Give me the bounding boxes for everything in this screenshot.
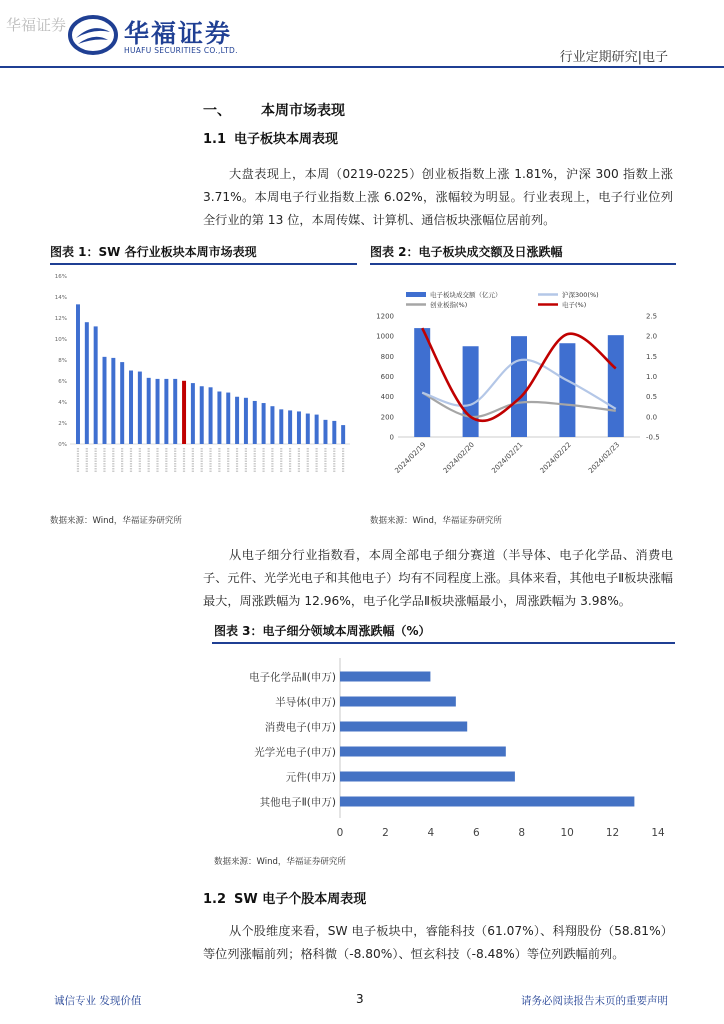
x-tick-label: 2024/02/21 bbox=[490, 440, 525, 475]
left-y-tick-label: 600 bbox=[380, 373, 394, 381]
subsection-heading-1-2 bbox=[203, 888, 366, 907]
bar bbox=[332, 421, 336, 444]
huafu-logo-icon bbox=[68, 14, 118, 56]
bar bbox=[323, 420, 327, 444]
subsection-number: 1.1 bbox=[203, 132, 227, 147]
y-tick-label: 14% bbox=[54, 295, 67, 301]
x-tick-label: 2 bbox=[382, 827, 389, 839]
figure-2-rule bbox=[370, 263, 676, 265]
bar bbox=[164, 379, 168, 444]
x-tick-label: 14 bbox=[651, 827, 665, 839]
right-y-tick-label: 0.0 bbox=[646, 413, 658, 422]
bar bbox=[103, 357, 107, 444]
paragraph-market-text: 大盘表现上，本周（0219-0225）创业板指数上涨 1.81%，沪深 300 指数上涨 3.71%。本周电子行业指数上涨 6.02%，涨幅较为明显。行业表现上，电子行业位列全行业的第 13 位，本周传媒、计算机、通信板块涨幅位居前列。 bbox=[203, 167, 673, 227]
bar bbox=[297, 411, 301, 444]
page-number: 3 bbox=[356, 992, 364, 1006]
right-y-tick-label: 0.5 bbox=[646, 393, 658, 402]
bar bbox=[279, 409, 283, 444]
bar bbox=[226, 393, 230, 444]
section-number: 一、 bbox=[203, 103, 231, 119]
bar bbox=[120, 362, 124, 444]
right-y-tick-label: 1.0 bbox=[646, 373, 658, 381]
left-y-tick-label: 1200 bbox=[376, 312, 394, 321]
x-tick-label: 2024/02/19 bbox=[393, 440, 428, 475]
x-tick-label: 10 bbox=[560, 827, 574, 839]
y-tick-label: 0% bbox=[58, 442, 67, 448]
bar bbox=[147, 378, 151, 444]
category-label: 元件(申万) bbox=[285, 771, 336, 784]
right-y-tick-label: 2.5 bbox=[646, 312, 658, 321]
category-label: 消费电子(申万) bbox=[264, 721, 336, 734]
turnover-bar bbox=[463, 346, 479, 437]
paragraph-subsector bbox=[203, 544, 673, 613]
bar bbox=[262, 403, 266, 444]
bar bbox=[94, 326, 98, 444]
bar bbox=[138, 372, 142, 444]
category-label: 其他电子Ⅱ(申万) bbox=[259, 796, 336, 809]
figure-2-chart bbox=[370, 266, 676, 508]
subsector-bar bbox=[340, 747, 506, 757]
paragraph-stocks-text: 从个股维度来看，SW 电子板块中，睿能科技（61.07%）、科翔股份（58.81%）等位列涨幅前列；格科微（-8.80%）、恒玄科技（-8.48%）等位列跌幅前列。 bbox=[203, 924, 673, 961]
right-y-tick-label: -0.5 bbox=[646, 433, 660, 442]
bar bbox=[341, 425, 345, 444]
y-tick-label: 2% bbox=[58, 421, 67, 427]
subsector-bar bbox=[340, 697, 456, 707]
report-category: 行业定期研究|电子 bbox=[559, 50, 668, 65]
turnover-bar bbox=[608, 335, 624, 437]
x-tick-label: 2024/02/22 bbox=[538, 440, 573, 475]
legend-label: 电子板块成交额（亿元） bbox=[430, 291, 502, 299]
figure-2-title: 图表 2：电子板块成交额及日涨跌幅 bbox=[370, 245, 563, 259]
subsector-bar bbox=[340, 772, 515, 782]
x-tick-label: 4 bbox=[427, 827, 435, 839]
bar bbox=[200, 386, 204, 444]
section-heading bbox=[203, 100, 345, 120]
left-y-tick-label: 400 bbox=[380, 393, 394, 402]
bar bbox=[270, 406, 274, 444]
x-tick-label: 0 bbox=[336, 827, 344, 839]
bar bbox=[85, 322, 89, 444]
figure-3-title: 图表 3：电子细分领域本周涨跌幅（%） bbox=[214, 624, 431, 638]
bar bbox=[182, 381, 186, 444]
turnover-bar bbox=[511, 336, 527, 437]
right-y-tick-label: 2.0 bbox=[646, 332, 658, 341]
category-label: 电子化学品Ⅱ(申万) bbox=[249, 671, 336, 684]
x-tick-label: 12 bbox=[605, 827, 620, 839]
y-tick-label: 4% bbox=[58, 400, 67, 406]
left-y-tick-label: 0 bbox=[389, 433, 394, 442]
bar bbox=[306, 414, 310, 444]
left-y-tick-label: 800 bbox=[380, 352, 394, 361]
bar bbox=[111, 358, 115, 444]
bar bbox=[244, 398, 248, 444]
legend-swatch bbox=[406, 292, 426, 297]
bar bbox=[191, 383, 195, 444]
subsection-number: 1.2 bbox=[203, 892, 227, 907]
y-tick-label: 12% bbox=[54, 316, 67, 322]
x-tick-label: 2024/02/20 bbox=[441, 440, 477, 475]
bar bbox=[235, 397, 239, 444]
turnover-bar bbox=[414, 328, 430, 437]
figure-1-rule bbox=[50, 263, 357, 265]
x-tick-label: 6 bbox=[472, 827, 480, 839]
y-tick-label: 6% bbox=[58, 379, 67, 385]
figure-1-source: 数据来源：Wind，华福证券研究所 bbox=[50, 516, 182, 526]
legend-label: 沪深300(%) bbox=[562, 291, 599, 299]
section-title: 本周市场表现 bbox=[261, 103, 345, 119]
y-tick-label: 10% bbox=[54, 337, 67, 343]
bar bbox=[209, 387, 213, 444]
legend-label: 电子(%) bbox=[562, 301, 587, 309]
header-divider bbox=[0, 66, 724, 68]
bar bbox=[288, 410, 292, 444]
subsection-heading-1-1 bbox=[203, 128, 338, 147]
bar bbox=[173, 379, 177, 444]
turnover-bar bbox=[559, 343, 575, 437]
x-tick-label: 2024/02/23 bbox=[587, 440, 622, 475]
bar bbox=[156, 379, 160, 444]
paragraph-market bbox=[203, 163, 673, 232]
bar bbox=[76, 304, 80, 444]
figure-3-chart bbox=[212, 644, 675, 848]
left-y-tick-label: 200 bbox=[380, 413, 394, 422]
bar bbox=[315, 415, 319, 444]
legend-label: 创业板指(%) bbox=[430, 301, 468, 309]
y-tick-label: 8% bbox=[58, 358, 67, 364]
bar bbox=[217, 392, 221, 445]
subsection-title: 电子板块本周表现 bbox=[234, 132, 339, 147]
subsector-bar bbox=[340, 797, 634, 807]
left-y-tick-label: 1000 bbox=[376, 332, 394, 341]
figure-2-source: 数据来源：Wind，华福证券研究所 bbox=[370, 516, 502, 526]
footer-slogan: 诚信专业 发现价值 bbox=[54, 995, 142, 1007]
figure-3-source: 数据来源：Wind，华福证券研究所 bbox=[214, 857, 346, 867]
bar bbox=[253, 401, 257, 444]
right-y-tick-label: 1.5 bbox=[646, 352, 658, 361]
bar bbox=[129, 371, 133, 445]
y-tick-label: 16% bbox=[54, 274, 67, 280]
logo-english-name: HUAFU SECURITIES CO.,LTD. bbox=[124, 46, 238, 55]
figure-1-chart bbox=[50, 266, 357, 508]
subsection-title: SW 电子个股本周表现 bbox=[234, 892, 367, 907]
paragraph-subsector-text: 从电子细分行业指数看，本周全部电子细分赛道（半导体、电子化学品、消费电子、元件、光学光电子和其他电子）均有不同程度上涨。具体来看，其他电子Ⅱ板块涨幅最大，周涨跌幅为 12.96%，电子化学品Ⅱ板块涨幅最小，周涨跌幅为 3.98%。 bbox=[203, 548, 673, 608]
logo-chinese-name: 华福证券 bbox=[124, 19, 233, 48]
subsector-bar bbox=[340, 672, 430, 682]
figure-1-title: 图表 1：SW 各行业板块本周市场表现 bbox=[50, 245, 257, 259]
category-label: 光学光电子(申万) bbox=[254, 746, 336, 759]
x-tick-label: 8 bbox=[518, 827, 526, 839]
subsector-bar bbox=[340, 722, 467, 732]
watermark-text: 华福证券 bbox=[6, 16, 67, 34]
paragraph-stocks bbox=[203, 920, 673, 966]
category-label: 半导体(申万) bbox=[275, 696, 336, 709]
footer-disclaimer: 请务必阅读报告末页的重要声明 bbox=[521, 995, 668, 1007]
